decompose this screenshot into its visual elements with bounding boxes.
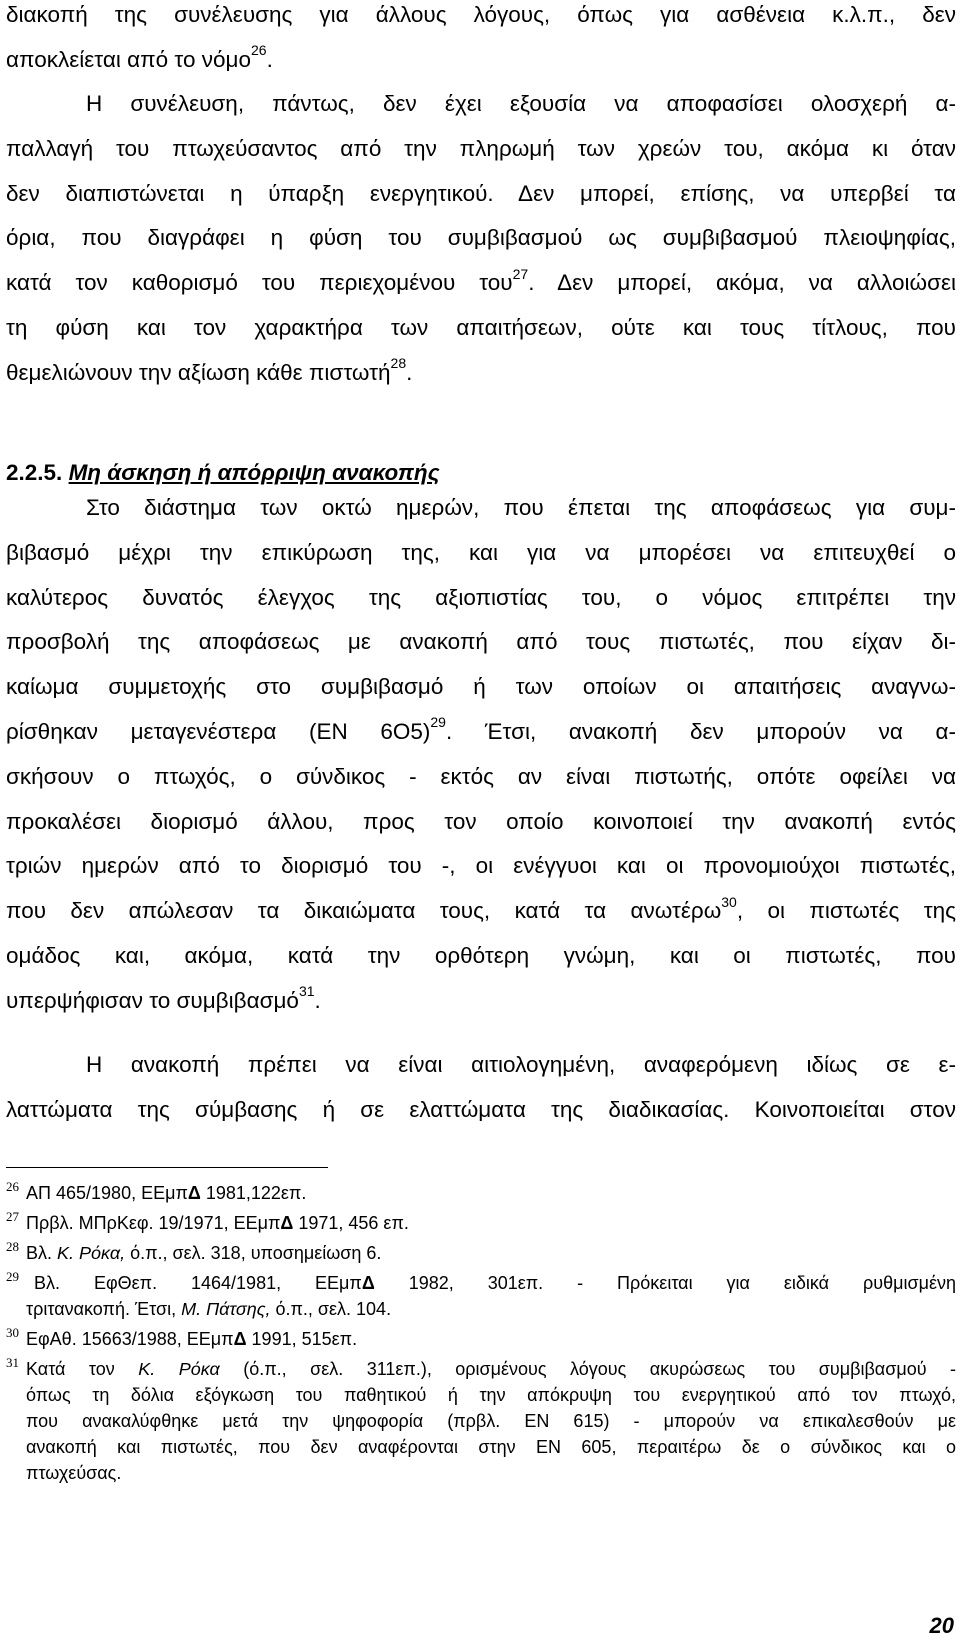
paragraph-objection [6,486,956,1024]
text-fragment: Πρβλ. ΜΠρΚεφ. 19/1971, ΕΕμπ [26,1213,281,1233]
text-fragment: . Έτσι, ανακοπή δεν μπορούν να α- [445,718,956,744]
text-line: δεν διαπιστώνεται η ύπαρξη ενεργητικού. Δεν μπορεί, επίσης, να υπερβεί τα [6,180,956,206]
footnote-28 [6,1240,956,1266]
text-fragment: ό.π., σελ. 318, υποσημείωση 6. [125,1243,382,1263]
text-line [6,979,956,1024]
footnote-number: 28 [6,1239,19,1254]
footnote-text [6,1326,956,1352]
footnote-ref: 30 [721,893,737,910]
text-line [6,38,956,83]
footnote-26 [6,1180,956,1206]
footnotes [6,1180,956,1490]
footnote-number: 30 [6,1325,19,1340]
footnote-ref: 27 [512,265,529,282]
text-line: παλλαγή του πτωχεύσαντος από την πληρωμή των χρεών του, ακόμα κι όταν [6,135,956,161]
text-line: προσβολή της αποφάσεως με ανακοπή από τους πιστωτές, που είχαν δι- [6,629,956,655]
text-line: Η ανακοπή πρέπει να είναι αιτιολογημένη, αναφερόμενη ιδίως σε ε- [86,1052,956,1077]
paragraph-objection-grounds [6,1043,956,1133]
text-line: διακοπή της συνέλευσης για άλλους λόγους, όπως για ασθένεια κ.λ.π., δεν [6,2,956,27]
text-line [6,351,956,396]
text-line: Η συνέλευση, πάντως, δεν έχει εξουσία να αποφασίσει ολοσχερή α- [86,91,956,116]
text-fragment: . [406,359,413,385]
page-number: 20 [929,1613,954,1638]
section-number: 2.2.5. [6,460,63,485]
footnote-line: που ανακαλύφθηκε μετά την ψηφοφορία (πρβλ. ΕΝ 615) - μπορούν να επικαλεσθούν με [26,1411,956,1431]
text-fragment: (ό.π., σελ. 311επ.), ορισμένους λόγους ακυρώσεως του συμβιβασμού - [219,1359,956,1379]
text-fragment: Δ [280,1213,294,1233]
text-line: Στο διάστημα των οκτώ ημερών, που έπεται της αποφάσεως για συμ- [86,495,956,520]
footnote-number: 29 [6,1269,19,1284]
footnote-29 [6,1270,956,1322]
text-fragment: ΑΠ 465/1980, ΕΕμπ [26,1183,188,1203]
footnote-line: όπως τη δόλια εξόγκωση του παθητικού ή την απόκρυψη του ενεργητικού από τον πτωχό, [26,1385,956,1405]
footnote-line: ανακοπή και πιστωτές, που δεν αναφέρονται στην ΕΝ 605, περαιτέρω δε ο σύνδικος και ο [26,1437,956,1457]
text-fragment: 1971, 456 επ. [293,1213,409,1233]
footnote-number: 31 [6,1355,19,1370]
text-fragment: , οι πιστωτές της [736,898,956,924]
text-line: τριών ημερών από το διορισμό του -, οι ενέγγυοι και οι προνομιούχοι πιστωτές, [6,853,956,879]
footnote-line [26,1296,956,1322]
text-line [6,261,956,306]
footnote-line [26,1270,956,1296]
text-fragment: Δ [233,1329,247,1349]
paragraph-continuation [6,0,956,83]
text-line: ομάδος και, ακόμα, κατά την ορθότερη γνώμη, και οι πιστωτές, που [6,942,956,968]
paragraph-assembly-powers [6,82,956,396]
footnote-text [6,1210,956,1236]
text-line: όρια, που διαγράφει η φύση του συμβιβασμού ως συμβιβασμού πλειοψηφίας, [6,225,956,251]
footnote-ref: 31 [298,983,315,1000]
text-fragment: τριτανακοπή. Έτσι, [26,1299,182,1319]
text-fragment: που δεν απώλεσαν τα δικαιώματα τους, κατά τα ανωτέρω [6,898,722,924]
footnote-27 [6,1210,956,1236]
text-fragment: Δ [187,1183,201,1203]
author-name: Κ. Ρόκα [138,1359,220,1379]
section-heading [6,458,440,488]
text-fragment: . Δεν μπορεί, ακόμα, να αλλοιώσει [528,270,957,296]
section-title: Μη άσκηση ή απόρριψη ανακοπής [68,460,440,485]
footnote-text [6,1180,956,1206]
footnote-line: πτωχεύσας. [26,1463,122,1483]
footnote-text [6,1270,956,1322]
text-line: λαττώματα της σύμβασης ή σε ελαττώματα της διαδικασίας. Κοινοποιείται στον [6,1096,956,1122]
author-name: Μ. Πάτσης, [181,1299,271,1319]
text-fragment: . [266,46,273,72]
text-line: προκαλέσει διορισμό άλλου, προς τον οποίο κοινοποιεί την ανακοπή εντός [6,808,956,834]
text-line: βιβασμό μέχρι την επικύρωση της, και για να μπορέσει να επιτευχθεί ο [6,539,956,565]
footnote-ref: 28 [390,355,407,372]
text-fragment: . [314,987,321,1013]
text-fragment: Βλ. ΕφΘεπ. 1464/1981, ΕΕμπ [34,1273,362,1293]
text-fragment: 1982, 301επ. - Πρόκειται για ειδικά ρυθμισμένη [374,1273,957,1293]
text-fragment: ό.π., σελ. 104. [270,1299,392,1319]
footnote-text [6,1356,956,1486]
text-fragment: 1991, 515επ. [246,1329,358,1349]
text-line: τη φύση και τον χαρακτήρα των απαιτήσεων, ούτε και τους τίτλους, που [6,314,956,340]
footnote-30 [6,1326,956,1352]
footnote-number: 26 [6,1179,19,1194]
footnote-separator [6,1167,328,1168]
footnote-ref: 26 [250,42,267,59]
text-fragment: Βλ. [26,1243,58,1263]
text-line [6,710,956,755]
author-name: Κ. Ρόκα, [57,1243,126,1263]
text-line: καλύτερος δυνατός έλεγχος της αξιοπιστίας του, ο νόμος επιτρέπει την [6,584,956,610]
footnote-ref: 29 [430,714,446,731]
text-fragment: Δ [361,1273,375,1293]
text-line [6,889,956,934]
footnote-line [26,1356,956,1382]
text-fragment: θεμελιώνουν την αξίωση κάθε πιστωτή [6,359,391,385]
text-fragment: αποκλείεται από το νόμο [6,46,251,72]
text-fragment: ΕφΑθ. 15663/1988, ΕΕμπ [26,1329,234,1349]
footnote-text [6,1240,956,1266]
text-fragment: ρίσθηκαν μεταγενέστερα (ΕΝ 6Ο5) [6,718,431,744]
text-fragment: 1981,122επ. [200,1183,307,1203]
text-line: σκήσουν ο πτωχός, ο σύνδικος - εκτός αν είναι πιστωτής, οπότε οφείλει να [6,763,956,789]
text-fragment: υπερψήφισαν το συμβιβασμό [6,987,299,1013]
text-fragment: κατά τον καθορισμό του περιεχομένου του [6,270,513,296]
text-line: καίωμα συμμετοχής στο συμβιβασμό ή των οποίων οι απαιτήσεις αναγνω- [6,674,956,700]
footnote-31 [6,1356,956,1486]
text-fragment: Κατά τον [26,1359,139,1379]
footnote-number: 27 [6,1209,19,1224]
